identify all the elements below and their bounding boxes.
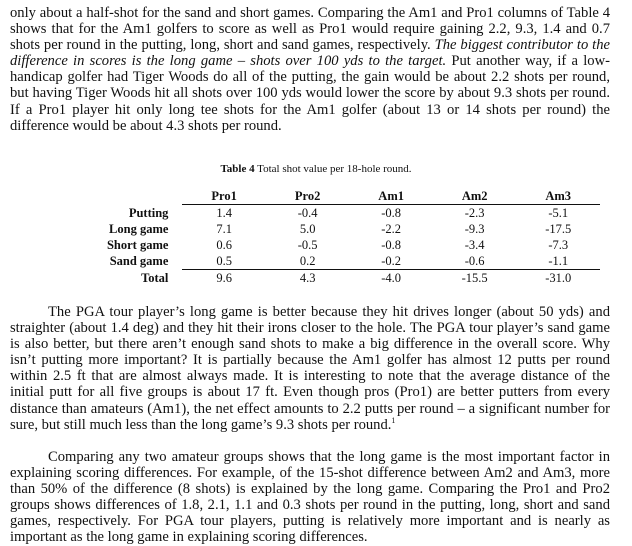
- table-cell: -15.5: [433, 270, 517, 287]
- table-cell: -0.2: [381, 254, 402, 268]
- table-cell: -2.3: [464, 206, 485, 220]
- table-cell: -3.4: [464, 238, 485, 252]
- table-caption-text: Total shot value per 18-hole round.: [254, 163, 412, 175]
- table-cell: -7.3: [548, 238, 569, 252]
- table-cell: -31.0: [516, 270, 600, 287]
- paragraph-3-text: Comparing any two amateur groups shows that the long game is the most important factor in explaining scoring differences. For example, of the 15-shot difference between Am2 and Am3, more than 50% of the difference (8 shots) is explained by the long game. Comparing the Pro1 and Pro2 groups shows differences of 1.8, 2.1, 1.1 and 0.3 shots per round in the putting, long, short and sand games, respectively. For PGA tour players, putting is relatively more important and is nearly as important as the long game in explaining scoring differences.: [10, 449, 610, 546]
- paragraph-1-italic-text: The biggest contributor to the difference in scores is the long game – shots over 100 yds to the target.: [10, 37, 611, 70]
- table-cell: 0.6: [216, 238, 232, 252]
- row-label-short-game: Short game: [106, 238, 169, 252]
- row-label-total: Total: [141, 270, 169, 285]
- table-cell: 4.3: [266, 270, 350, 287]
- paragraph-2: [10, 304, 610, 433]
- table-cell: -0.4: [297, 206, 318, 220]
- footnote-marker: 1: [391, 415, 396, 425]
- paragraph-3: [10, 449, 610, 546]
- table-cell: 7.1: [216, 222, 232, 236]
- table-cell: -0.5: [297, 238, 318, 252]
- table-row: [92, 253, 600, 270]
- paragraph-1: [10, 5, 610, 134]
- table-row: [92, 221, 600, 237]
- table-cell: -9.3: [464, 222, 485, 236]
- table-cell: -0.6: [464, 254, 485, 268]
- table-row: [92, 237, 600, 253]
- table-cell: -0.8: [381, 238, 402, 252]
- row-label-long-game: Long game: [109, 222, 169, 236]
- table-cell: -5.1: [548, 206, 569, 220]
- table-total-row: [92, 270, 600, 287]
- column-header-pro2: Pro2: [266, 188, 350, 205]
- paragraph-1-text-b: Put another way, if a low-handicap golfer had Tiger Woods do all of the putting, the gain would be about 2.2 shots per round, but having Tiger Woods hit all shots over 100 yds would lower the score by about 9.3 shots per round. If a Pro1 player hit only long tee shots for the Am1 golfer (about 13 or 14 shots per round) the difference would be about 4.3 shots per round.: [10, 53, 610, 134]
- table-cell: -2.2: [381, 222, 402, 236]
- table-cell: 5.0: [299, 222, 316, 236]
- column-header-am1: Am1: [349, 188, 433, 205]
- paragraph-2-text: The PGA tour player’s long game is better because they hit drives longer (about 50 yds) and straighter (about 1.4 deg) and they hit their irons closer to the hole. The PGA tour player’s sand game is also better, but there aren’t enough sand shots to make a big difference in the overall score. Why isn’t putting more important? It is partially because the Am1 golfer has almost 12 putts per round within 2.5 ft that are almost always made. It is interesting to note that the average distance of the initial putt for all five groups is about 17 ft. Even though pros (Pro1) are better putters from every distance than amateurs (Am1), the net effect amounts to 2.2 putts per round – a significant number for sure, but still much less than the long game’s 9.3 shots per round.: [10, 304, 610, 433]
- row-label-sand-game: Sand game: [109, 254, 169, 269]
- table-cell: 0.5: [216, 254, 232, 268]
- table-corner-cell: [92, 188, 182, 205]
- table-cell: -17.5: [545, 222, 572, 236]
- table-cell: -4.0: [349, 270, 433, 287]
- table-cell: -0.8: [381, 206, 402, 220]
- table-cell: 0.2: [299, 254, 316, 268]
- paragraph-1-text-a: only about a half-shot for the sand and short games. Comparing the Am1 and Pro1 columns of Table 4 shows that for the Am1 golfers to score as well as Pro1 would require gaining 2.2, 9.3, 1.4 and 0.7 shots per round in the putting, long, short and sand games, respectively.: [10, 5, 610, 54]
- table-cell: -1.1: [548, 254, 569, 268]
- column-header-am2: Am2: [433, 188, 517, 205]
- table-header-row: [92, 188, 600, 205]
- column-header-pro1: Pro1: [182, 188, 266, 205]
- table-caption: [0, 162, 632, 176]
- shot-value-table: [92, 188, 600, 286]
- column-header-am3: Am3: [516, 188, 600, 205]
- table-row: [92, 205, 600, 222]
- row-label-putting: Putting: [128, 205, 169, 220]
- table-caption-label: Table 4: [220, 163, 255, 175]
- table-cell: 1.4: [216, 206, 232, 220]
- table-cell: 9.6: [182, 270, 266, 287]
